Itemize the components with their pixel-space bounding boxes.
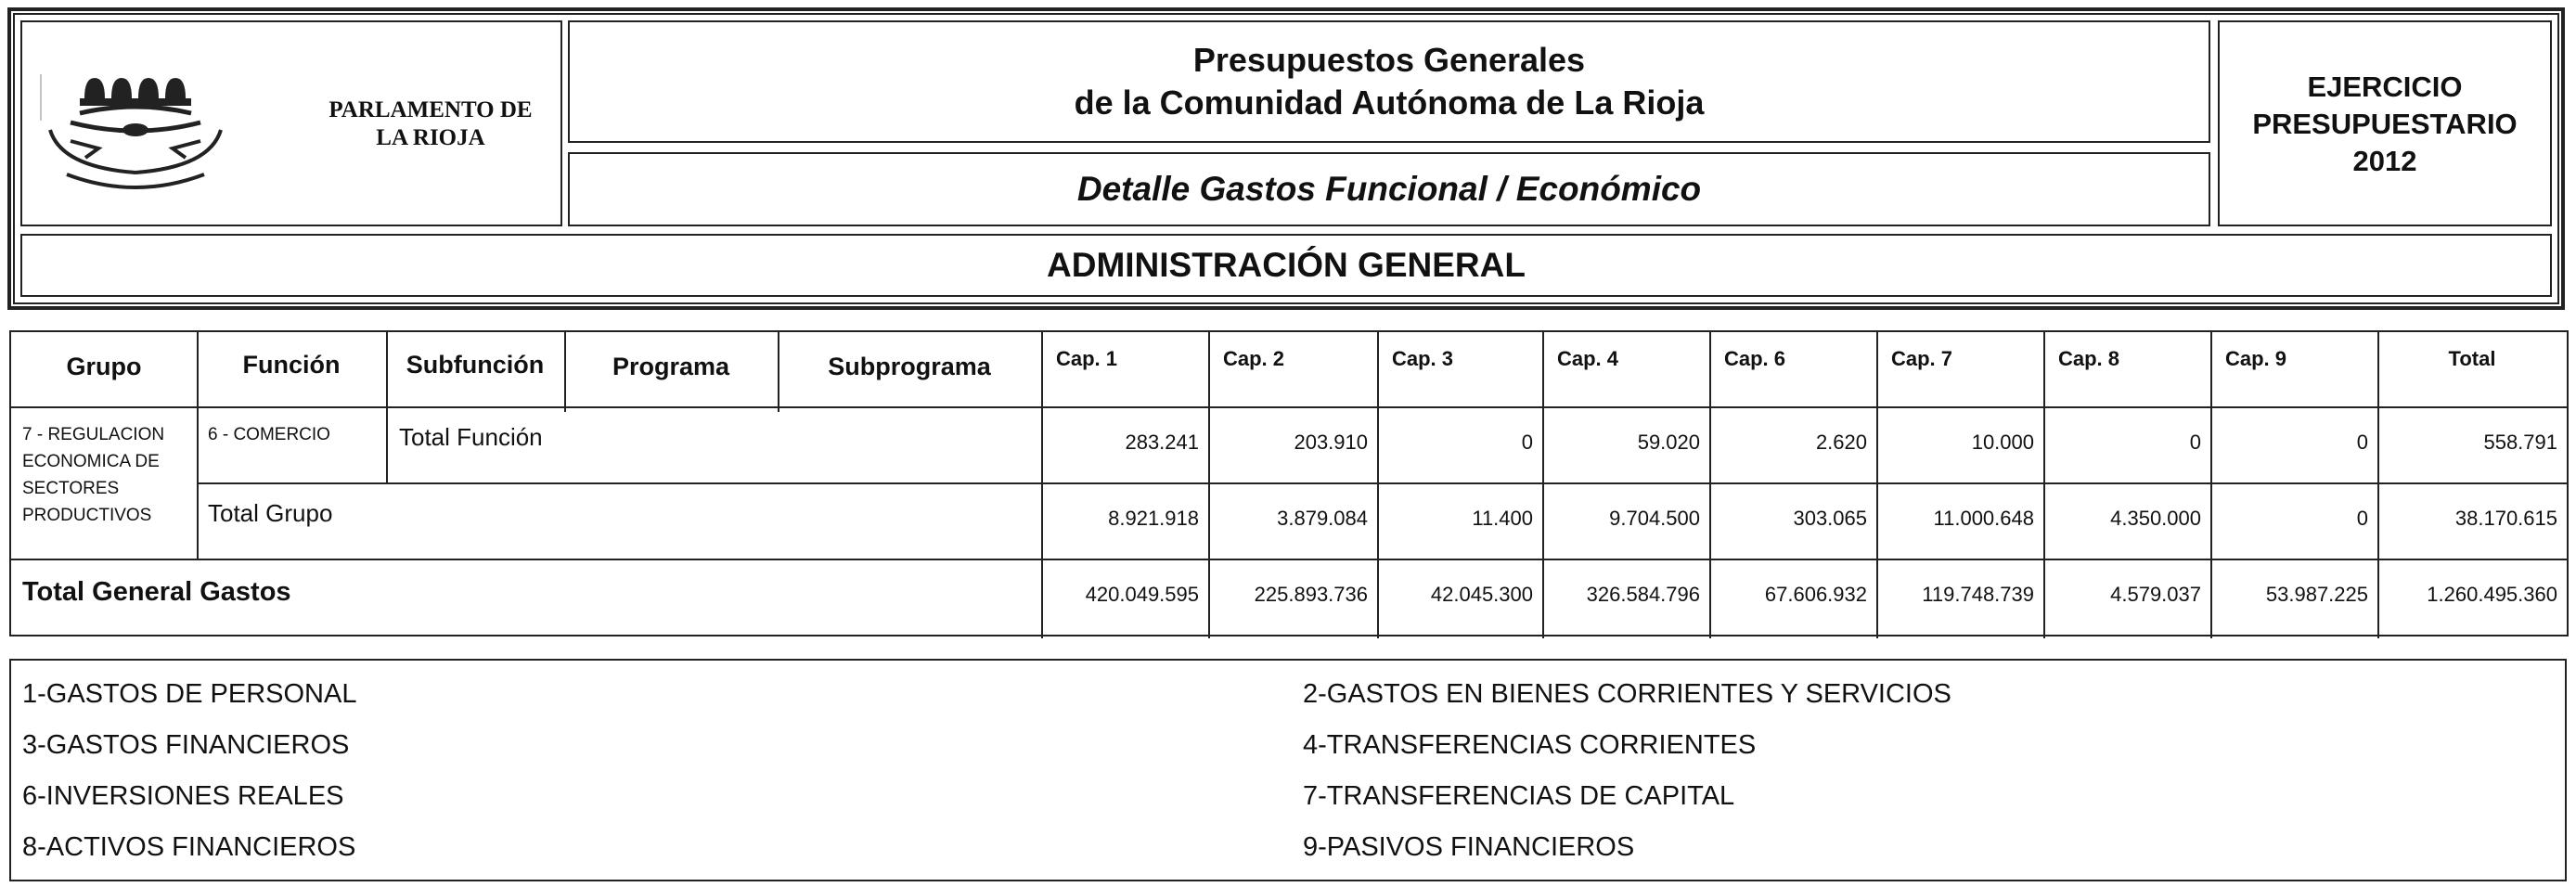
total-grupo-cap7: 11.000.648 (1933, 507, 2034, 530)
total-general-cap7: 119.748.739 (1922, 583, 2034, 606)
row-divider (11, 559, 2567, 560)
header-cap8: Cap. 8 (2058, 347, 2120, 370)
ejercicio-line2: PRESUPUESTARIO (2252, 108, 2518, 140)
total-general-cap8: 4.579.037 (2110, 583, 2201, 606)
total-funcion-cap4: 59.020 (1637, 431, 1700, 454)
header-cap4: Cap. 4 (1557, 347, 1619, 370)
header-subprograma: Subprograma (828, 353, 991, 380)
header-total: Total (2448, 347, 2496, 370)
total-grupo-cap9: 0 (2356, 507, 2368, 530)
legend-item: 4-TRANSFERENCIAS CORRIENTES (1303, 730, 1757, 760)
total-general-cap2: 225.893.736 (1254, 583, 1368, 606)
total-grupo-cap4: 9.704.500 (1609, 507, 1700, 530)
total-funcion-cap9: 0 (2356, 431, 2368, 454)
logo-name (301, 96, 560, 152)
grupo-label-line4: PRODUCTIVOS (22, 506, 152, 525)
grupo-label (22, 421, 164, 529)
section-box (20, 234, 2552, 297)
logo-name-line2: LA RIOJA (376, 125, 485, 150)
parliament-logo-icon (33, 56, 256, 204)
legend-item: 7-TRANSFERENCIAS DE CAPITAL (1303, 781, 1735, 811)
total-grupo-cap1: 8.921.918 (1108, 507, 1199, 530)
total-funcion-cap2: 203.910 (1294, 431, 1368, 454)
total-funcion-label: Total Función (399, 423, 543, 451)
header-cap1: Cap. 1 (1056, 347, 1118, 370)
grupo-label-line3: SECTORES (22, 479, 120, 498)
ejercicio-line1: EJERCICIO (2307, 71, 2463, 103)
grupo-label-line1: 7 - REGULACION (22, 425, 165, 444)
total-general-cap3: 42.045.300 (1430, 583, 1533, 606)
total-general-total: 1.260.495.360 (2427, 583, 2557, 606)
header-cap7: Cap. 7 (1891, 347, 1953, 370)
header-cap2: Cap. 2 (1223, 347, 1285, 370)
total-grupo-total: 38.170.615 (2454, 507, 2557, 530)
grupo-label-line2: ECONOMICA DE (22, 452, 160, 471)
page-title (570, 22, 2209, 124)
total-funcion-cap1: 283.241 (1125, 431, 1199, 454)
ejercicio-label (2220, 22, 2550, 180)
header-cap9: Cap. 9 (2225, 347, 2287, 370)
logo-name-line1: PARLAMENTO DE (328, 97, 533, 122)
logo-box (20, 20, 562, 226)
subtitle-box (568, 152, 2210, 226)
row-divider (11, 406, 2567, 408)
total-general-cap6: 67.606.932 (1764, 583, 1867, 606)
total-grupo-cap3: 11.400 (1472, 507, 1533, 530)
total-grupo-cap2: 3.879.084 (1277, 507, 1368, 530)
total-grupo-cap6: 303.065 (1793, 507, 1867, 530)
title-box (568, 20, 2210, 143)
ejercicio-year: 2012 (2352, 145, 2417, 177)
total-funcion-cap6: 2.620 (1815, 431, 1867, 454)
total-general-cap9: 53.987.225 (2265, 583, 2368, 606)
total-funcion-total: 558.791 (2483, 431, 2557, 454)
total-funcion-cap3: 0 (1521, 431, 1533, 454)
total-general-label: Total General Gastos (22, 577, 291, 607)
total-general-cap4: 326.584.796 (1586, 583, 1700, 606)
legend-item: 3-GASTOS FINANCIEROS (22, 730, 350, 760)
row-divider (197, 482, 2567, 484)
total-general-cap1: 420.049.595 (1085, 583, 1199, 606)
budget-table (9, 330, 2569, 636)
total-funcion-cap7: 10.000 (1971, 431, 2034, 454)
total-funcion-cap8: 0 (2189, 431, 2201, 454)
title-line2: de la Comunidad Autónoma de La Rioja (1074, 84, 1705, 122)
legend-item: 1-GASTOS DE PERSONAL (22, 679, 357, 709)
title-line1: Presupuestos Generales (1192, 41, 1586, 79)
total-grupo-cap8: 4.350.000 (2110, 507, 2201, 530)
chapter-legend (9, 659, 2567, 881)
legend-item: 8-ACTIVOS FINANCIEROS (22, 832, 356, 862)
section-title: ADMINISTRACIÓN GENERAL (1047, 246, 1526, 284)
ejercicio-box (2218, 20, 2552, 226)
legend-item: 2-GASTOS EN BIENES CORRIENTES Y SERVICIOS (1303, 679, 1951, 709)
funcion-label: 6 - COMERCIO (208, 425, 330, 444)
header-subfuncion: Subfunción (406, 351, 545, 379)
page-subtitle: Detalle Gastos Funcional / Económico (1076, 170, 1702, 208)
legend-item: 6-INVERSIONES REALES (22, 781, 344, 811)
header-funcion: Función (242, 351, 341, 379)
legend-item: 9-PASIVOS FINANCIEROS (1303, 832, 1635, 862)
header-grupo: Grupo (66, 353, 142, 380)
header-cap6: Cap. 6 (1724, 347, 1786, 370)
header-cap3: Cap. 3 (1392, 347, 1454, 370)
total-grupo-label: Total Grupo (208, 499, 333, 527)
header-programa: Programa (612, 353, 730, 380)
